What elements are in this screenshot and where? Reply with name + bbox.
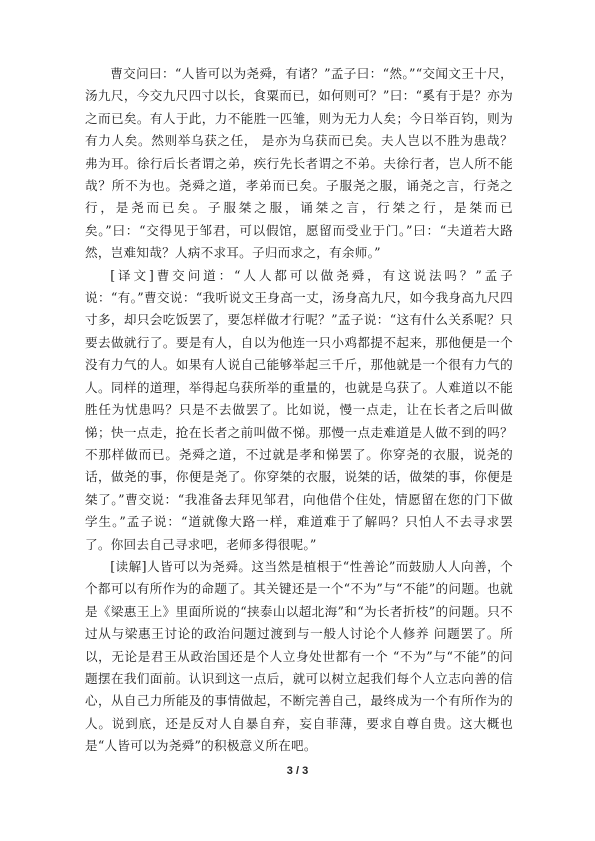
commentary-paragraph: [读解]人皆可以为尧舜。这当然是植根于“性善论”而鼓励人人向善，个个都可以有所作为的命题了。其关键还是一个“不为”与“不能”的问题。也就是《梁惠王上》里面所说的“挟泰山以超北海”和“为长者折枝”的问题。只不过从与梁惠王讨论的政治问题过渡到与一般人讨论个人修养 问题罢了。所以，无论是君王从政治国还是个人立身处世都有一个 “不为”与“不能”的问题摆在我们面前。认识到这一点后，就可以树立起我们每个人立志向善的信心，从自己力所能及的事情做起，不断完善自己，最终成为一个有所作为的人。说到底，还是反对人自暴自弃，妄自菲薄，要求自尊自贵。这大概也是“人皆可以为尧舜”的积极意义所在吧。 [85, 558, 513, 754]
original-text-paragraph: 曹交问曰：“人皆可以为尧舜，有诸？”孟子曰：“然。”“交闻文王十尺，汤九尺，今交九尺四寸以长，食粟而已，如何则可？”曰：“奚有于是？亦为之而已矣。有人于此，力不能胜一匹雏，则为无力人矣；今日举百钧，则为有力人矣。然则举乌获之任， 是亦为乌获而已矣。夫人岂以不胜为患哉？弗为耳。徐行后长者谓之弟，疾行先长者谓之不弟。夫徐行者，岂人所不能哉？所不为也。尧舜之道，孝弟而已矣。子服尧之服，诵尧之言，行尧之行，是尧而已矣。子服桀之服，诵桀之言，行桀之行，是桀而已矣。”曰：“交得见于邹君，可以假馆，愿留而受业于门。”曰：“夫道若大路然，岂难知哉？人病不求耳。子归而求之，有余师。” [85, 66, 513, 261]
page-number: 3 / 3 [286, 765, 309, 777]
document-body [85, 63, 513, 758]
translation-paragraph: [译文]曹交问道：“人人都可以做尧舜，有这说法吗？”孟子说：“有。”曹交说：“我听说文王身高一丈，汤身高九尺，如今我身高九尺四寸多，却只会吃饭罢了，要怎样做才行呢？”孟子说：“这有什么关系呢？只要去做就行了。要是有人，自以为他连一只小鸡都提不起来，那他便是一个没有力气的人。如果有人说自己能够举起三千斤，那他就是一个很有力气的人。同样的道理，举得起乌获所举的重量的，也就是乌获了。人难道以不能胜任为忧患吗？只是不去做罢了。比如说，慢一点走，让在长者之后叫做悌；快一点走，抢在长者之前叫做不悌。那慢一点走难道是人做不到的吗？不那样做而已。尧舜之道，不过就是孝和悌罢了。你穿尧的衣服，说尧的话，做尧的事，你便是尧了。你穿桀的衣服，说桀的话，做桀的事，你便是桀了。”曹交说：“我准备去拜见邹君，向他借个住处，情愿留在您的门下做学生。”孟子说：“道就像大路一样，难道难于了解吗？只怕人不去寻求罢了。你回去自己寻求吧，老师多得很呢。” [85, 267, 513, 552]
